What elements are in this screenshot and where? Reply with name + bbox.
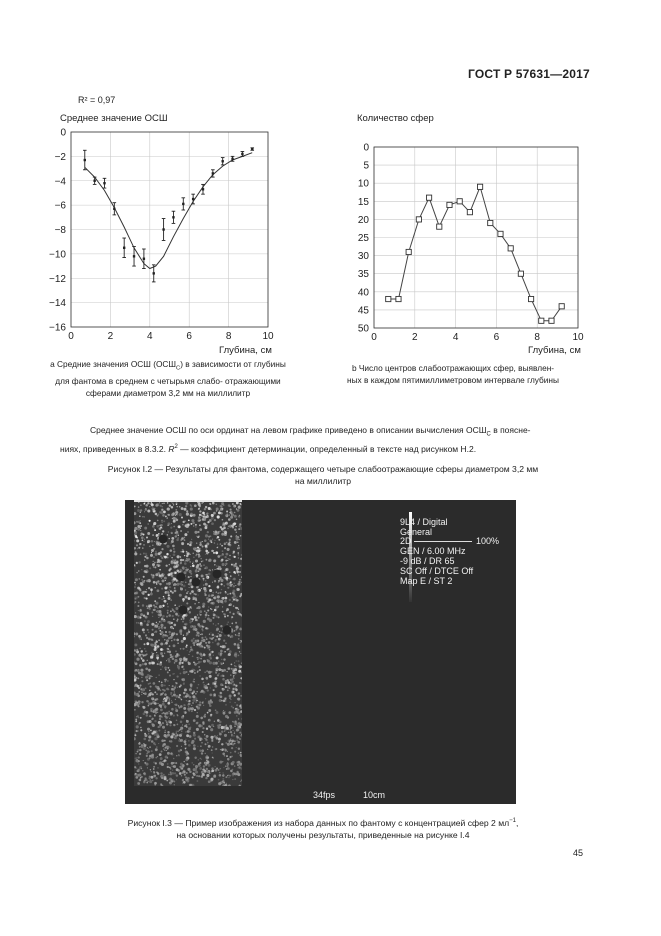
data-point <box>528 296 533 301</box>
figure-i2-caption: Рисунок I.2 — Результаты для фантома, содержащего четыре слабоотражающие сферы диаметром 3,2 мм на миллилитр <box>107 464 539 486</box>
hypoechoic-sphere <box>213 570 222 579</box>
right-chart-title: Количество сфер <box>357 113 434 124</box>
right-ytick-label: 35 <box>357 269 369 281</box>
right-ytick-label: 10 <box>357 178 369 190</box>
left-ytick-label: −4 <box>54 176 66 188</box>
r2-label: R² = 0,97 <box>78 95 116 105</box>
right-ytick-label: 25 <box>357 233 369 244</box>
hypoechoic-sphere <box>179 606 188 615</box>
right-xlabel: Глубина, см <box>528 345 581 356</box>
right-xtick-label: 0 <box>371 332 377 343</box>
right-ytick-label: 5 <box>363 160 369 172</box>
standard-id: ГОСТ Р 57631—2017 <box>468 67 590 81</box>
left-ytick-label: −14 <box>49 298 66 310</box>
right-ytick-label: 30 <box>357 251 369 263</box>
left-ytick-label: −8 <box>54 225 66 236</box>
left-xlabel: Глубина, см <box>219 345 272 356</box>
preset-label: General <box>400 527 433 537</box>
left-chart-title: Среднее значение ОСШ <box>60 113 168 124</box>
data-point <box>488 220 493 225</box>
freq-label: GEN / 6.00 MHz <box>400 546 466 556</box>
probe-label: 9L4 / Digital <box>400 517 448 527</box>
right-ytick-label: 40 <box>357 287 369 299</box>
left-xtick-label: 6 <box>186 331 192 342</box>
left-xtick-label: 10 <box>262 331 274 342</box>
left-xtick-label: 0 <box>68 331 74 342</box>
right-xtick-label: 6 <box>493 332 500 343</box>
data-point <box>467 210 472 215</box>
left-xtick-label: 4 <box>147 331 153 342</box>
left-ytick-label: −10 <box>49 249 66 261</box>
left-xtick-label: 2 <box>107 331 114 342</box>
ultrasound-image <box>125 500 392 804</box>
left-ytick-label: −16 <box>49 322 66 334</box>
data-point <box>559 304 564 309</box>
right-ytick-label: 50 <box>357 323 369 335</box>
left-xtick-label: 8 <box>225 331 232 342</box>
right-ytick-label: 15 <box>357 196 369 208</box>
right-chart-caption: b Число центров слабоотражающих сфер, выявлен- ных в каждом пятимиллиметровом интервале глубины <box>347 363 559 385</box>
power-bar <box>414 541 472 542</box>
left-ytick-label: 0 <box>60 127 66 139</box>
right-xtick-label: 8 <box>534 332 540 343</box>
page-number: 45 <box>573 848 584 858</box>
data-point <box>549 318 554 323</box>
data-point <box>477 184 482 189</box>
depth-label: 10cm <box>363 790 386 800</box>
right-xtick-label: 10 <box>572 332 584 343</box>
data-point <box>498 231 503 236</box>
data-point <box>457 199 462 204</box>
map-label: Map E / ST 2 <box>400 576 453 586</box>
figure-i3-caption: Рисунок I.3 — Пример изображения из набора данных по фантому с концентрацией сфер 2 $мл^{-1}$, на основании которых получены результаты, приведенные на рисунке I.4 <box>127 817 519 840</box>
hypoechoic-sphere <box>223 626 232 635</box>
data-point <box>447 202 452 207</box>
series-line <box>388 187 561 321</box>
data-point <box>539 318 544 323</box>
left-ytick-label: −12 <box>49 273 66 285</box>
explanation-paragraph: Среднее значение ОСШ по оси ординат на левом графике приведено в описании вычисления $ОСШ_C$ в поясне- ниях, приведенных в 8.3.2. $R^2$ — коэффициент детерминации, определенный в тексте над рисунком Н.2. <box>60 425 531 454</box>
hypoechoic-sphere <box>192 578 201 587</box>
data-point <box>426 195 431 200</box>
right-xtick-label: 2 <box>412 332 418 343</box>
data-point <box>437 224 442 229</box>
right-ytick-label: 0 <box>363 142 369 154</box>
ultrasound-side-panel <box>392 500 516 804</box>
fps-label: 34fps <box>313 790 336 800</box>
gain-label: -9 dB / DR 65 <box>400 556 455 566</box>
left-ytick-label: −6 <box>54 200 66 212</box>
data-point <box>416 217 421 222</box>
data-point <box>406 249 411 254</box>
left-ytick-label: −2 <box>54 151 66 163</box>
mode-label: 2D <box>400 536 412 546</box>
right-ytick-label: 45 <box>357 305 369 317</box>
left-chart-caption: a Средние значения ОСШ $(ОСШ_C)$ в зависимости от глубины для фантома в среднем с четырьмя слабо- отражающими сферами диаметром 3,2 мм на миллилитр <box>50 359 286 398</box>
data-point <box>386 296 391 301</box>
speckle-field <box>134 502 242 786</box>
hypoechoic-sphere <box>159 535 168 544</box>
filter-label: SC Off / DTCE Off <box>400 566 474 576</box>
right-xtick-label: 4 <box>452 332 459 343</box>
hypoechoic-sphere <box>177 573 186 582</box>
data-point <box>508 246 513 251</box>
power-label: 100% <box>476 536 500 546</box>
right-ytick-label: 20 <box>357 214 369 226</box>
data-point <box>396 296 401 301</box>
data-point <box>518 271 523 276</box>
